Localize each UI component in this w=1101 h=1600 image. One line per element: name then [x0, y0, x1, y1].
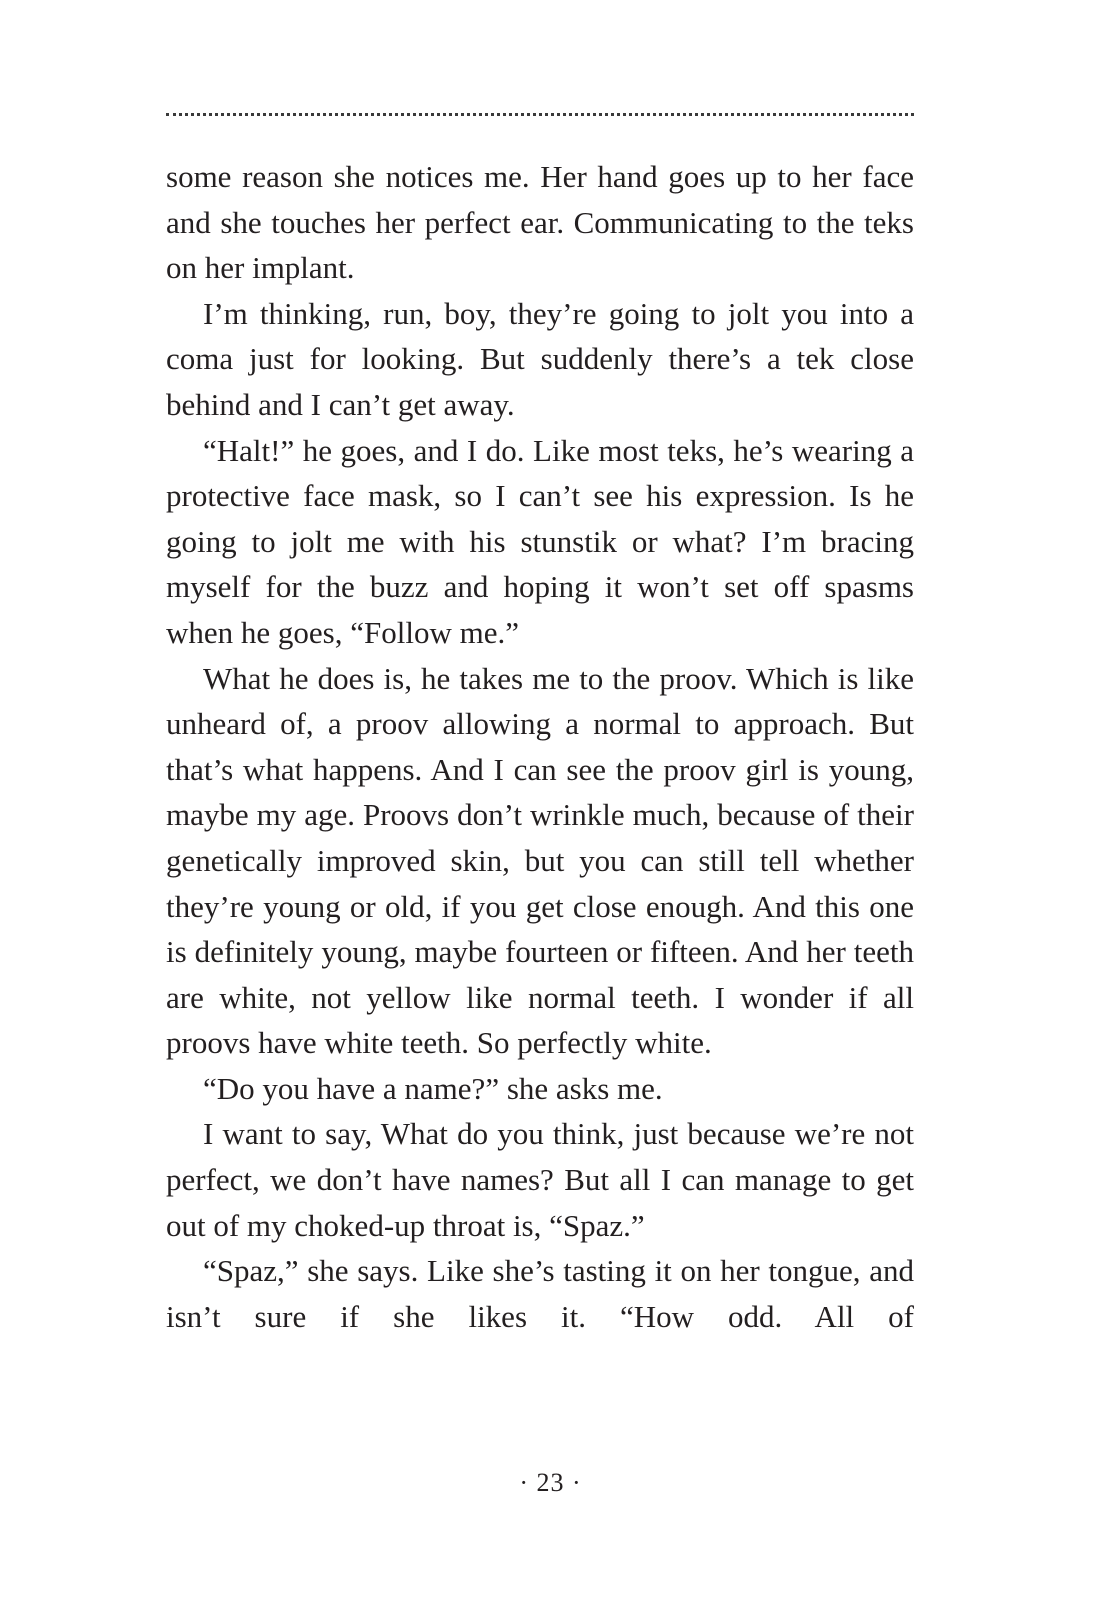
paragraph: some reason she notices me. Her hand goes up to her face and she touches her perfect ear. Communicating to the teks on her implant.: [166, 159, 914, 286]
paragraph: “Halt!” he goes, and I do. Like most teks, he’s wearing a protective face mask, so I can’t see his expression. Is he going to jolt me with his stunstik or what? I’m bracing myself for the buzz and hoping it won’t set off spasms when he goes, “Follow me.”: [166, 432, 914, 650]
paragraph: I’m thinking, run, boy, they’re going to jolt you into a coma just for looking. But suddenly there’s a tek close behind and I can’t get away.: [166, 295, 914, 422]
dotted-rule: [166, 113, 914, 116]
paragraph: “Spaz,” she says. Like she’s tasting it on her tongue, and isn’t sure if she likes it. “How odd. All of: [166, 1253, 914, 1334]
paragraph: I want to say, What do you think, just because we’re not perfect, we don’t have names? But all I can manage to get out of my choked-up throat is, “Spaz.”: [166, 1116, 914, 1243]
paragraph: “Do you have a name?” she asks me.: [203, 1070, 663, 1106]
page-number: · 23 ·: [519, 1468, 582, 1497]
paragraph: What he does is, he takes me to the proov. Which is like unheard of, a proov allowing a normal to approach. But that’s what happens. And I can see the proov girl is young, maybe my age. Proovs don’t wrinkle much, because of their genetically improved skin, but you can still tell whether they’re young or old, if you get close enough. And this one is definitely young, maybe fourteen or fifteen. And her teeth are white, not yellow like normal teeth. I wonder if all proovs have white teeth. So perfectly white.: [166, 660, 914, 1061]
body-text: [166, 154, 914, 1339]
